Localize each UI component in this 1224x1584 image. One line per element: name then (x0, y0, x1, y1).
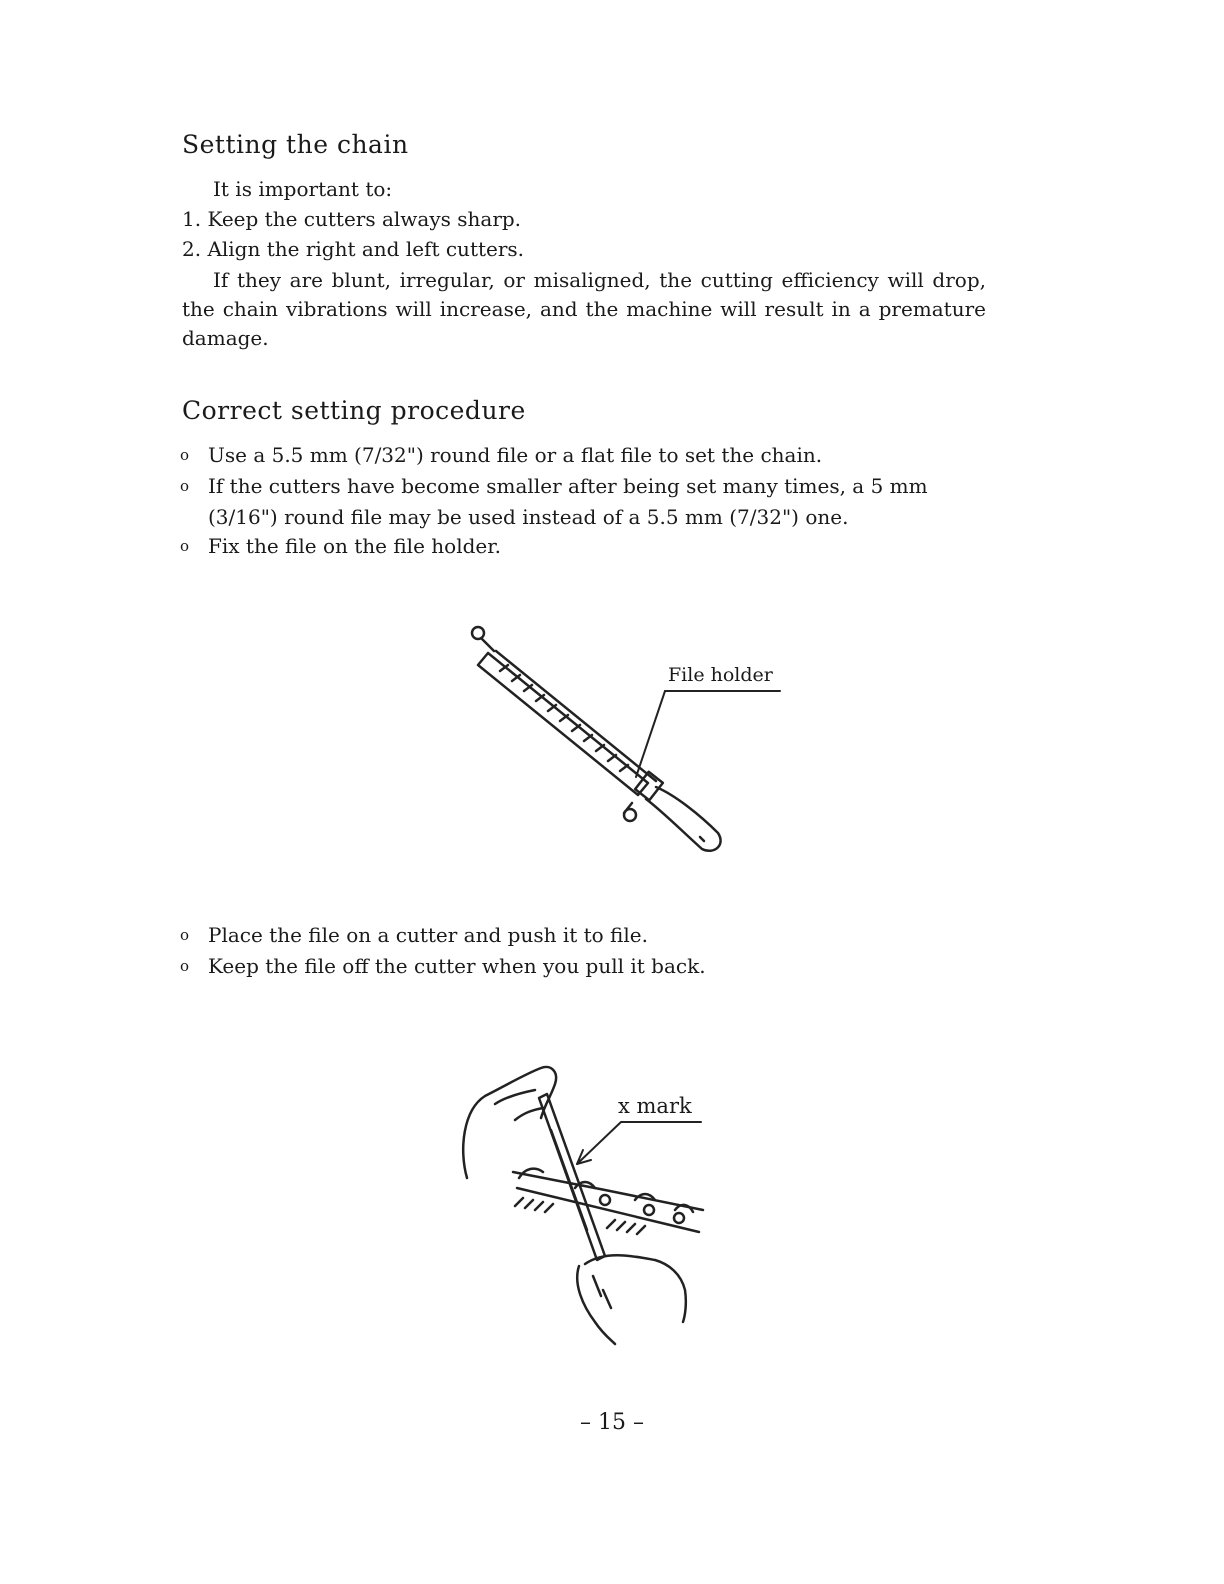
bullet-text: Use a 5.5 mm (7/32") round file or a flat file to set the chain. (208, 443, 823, 467)
bullet-item (180, 531, 501, 561)
bullet-marker: o (180, 926, 190, 944)
bullet-text: If the cutters have become smaller after being set many times, a 5 mm (208, 474, 928, 498)
bullet-item (180, 951, 706, 981)
list-item-2: 2. Align the right and left cutters. (182, 237, 525, 261)
bullet-item (180, 440, 822, 470)
page-number: – 15 – (580, 1410, 644, 1435)
bullet-marker: o (180, 446, 190, 464)
intro-text: It is important to: (213, 177, 393, 201)
x-mark-label: x mark (618, 1094, 692, 1118)
bullet-text: Place the file on a cutter and push it to file. (208, 923, 648, 947)
bullet-marker: o (180, 957, 190, 975)
section-title-setting-chain: Setting the chain (182, 130, 409, 159)
section-title-correct-procedure: Correct setting procedure (182, 396, 526, 425)
bullet-marker: o (180, 477, 190, 495)
bullet-text: Keep the file off the cutter when you pull it back. (208, 954, 706, 978)
bullet-continuation (208, 502, 848, 532)
list-item-1: 1. Keep the cutters always sharp. (182, 207, 522, 231)
file-holder-illustration (460, 615, 790, 865)
bullet-text: Fix the file on the file holder. (208, 534, 501, 558)
bullet-item (180, 920, 648, 950)
file-holder-label: File holder (668, 664, 773, 686)
bullet-text: (3/16") round file may be used instead of a 5.5 mm (7/32") one. (208, 505, 849, 529)
warning-paragraph: If they are blunt, irregular, or misaligned, the cutting efficiency will drop, the chain vibrations will increase, and the machine will result in a premature damage. (182, 268, 986, 350)
bullet-item (180, 471, 928, 501)
bullet-marker: o (180, 537, 190, 555)
